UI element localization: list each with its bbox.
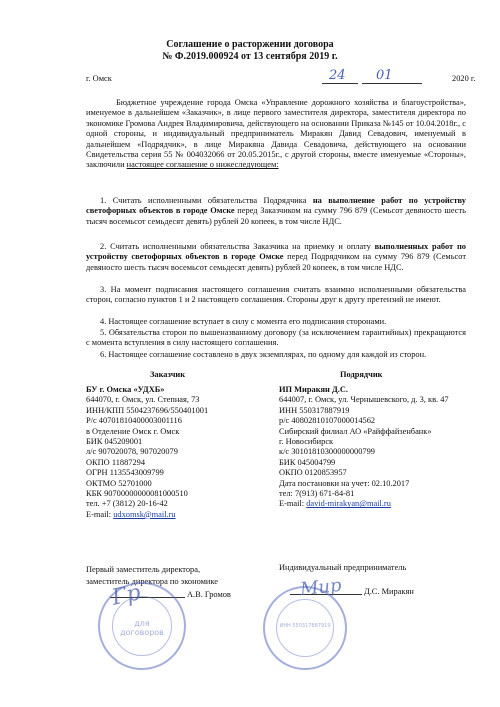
contractor-line: БИК 045004799 xyxy=(279,457,336,467)
contractor-line: к/с 30101810300000000799 xyxy=(279,447,375,457)
customer-signer-name: А.В. Громов xyxy=(187,590,231,599)
date-block xyxy=(322,68,482,87)
contractor-signature: Мир xyxy=(299,574,343,601)
item-2: 2. Считать исполненными обязательства Заказчика на приемку и оплату выполненных работ по устройству светофорных объектов в городе Омске перед Подрядчиком на сумму 796 879 (Семьсот девяносто шесть тысяч восемьсот семьдесят девять) рублей 20 копеек, в том числе НДС. xyxy=(86,242,466,272)
customer-stamp-text: для договоров xyxy=(120,619,164,637)
contractor-email-row: E-mail: david-mirakyan@mail.ru xyxy=(279,499,391,509)
contractor-name: ИП Миракян Д.С. xyxy=(279,385,348,394)
document-subtitle: № Ф.2019.000924 от 13 сентября 2019 г. xyxy=(162,51,338,62)
customer-email-row: E-mail: udxomsk@mail.ru xyxy=(86,509,176,519)
document-title: Соглашение о расторжении договора xyxy=(166,39,334,50)
customer-line: Р/с 40701810400003001116 xyxy=(86,416,182,426)
contractor-heading: Подрядчик xyxy=(340,370,383,379)
item-4: 4. Настоящее соглашение вступает в силу с момента его подписания сторонами. xyxy=(100,317,387,326)
contractor-line: р/с 40802810107000014562 xyxy=(279,416,376,426)
item-1: 1. Считать исполненными обязательства Подрядчика на выполнение работ по устройству светофорных объектов в городе Омске перед Заказчиком на сумму 796 879 (Семьсот девяносто шесть тысяч восемьсот семьдесят девять) рублей 20 копеек, в том числе НДС. xyxy=(86,196,466,226)
customer-line: БИК 045209001 xyxy=(86,437,143,447)
customer-line: КБК 90700000000081000510 xyxy=(86,489,188,499)
customer-signer-title-1: Первый заместитель директора, xyxy=(86,565,201,574)
contractor-email-link[interactable]: david-mirakyan@mail.ru xyxy=(306,499,391,509)
contractor-line: ОКПО 0120853957 xyxy=(279,468,347,478)
contractor-line: 644007, г. Омск, ул. Чернышевского, д. 3, кв. 47 xyxy=(279,395,449,405)
date-year: 2020 г. xyxy=(452,74,476,83)
contractor-line: Дата постановки на учет: 02.10.2017 xyxy=(279,478,410,488)
customer-line: 644070, г. Омск, ул. Степная, 73 xyxy=(86,395,200,405)
date-day-line xyxy=(322,83,358,84)
item-3: 3. На момент подписания настоящего соглашения считать взаимно исполненными обязательства сторон, согласно пунктов 1 и 2 настоящего соглашения. Стороны друг к другу претензий не имеют. xyxy=(86,285,466,305)
contractor-line: Сибирский филиал АО «Райффайзенбанк» xyxy=(279,426,432,436)
intro-text: Бюджетное учреждение города Омска «Управление дорожного хозяйства и благоустройства», именуемое в дальнейшем «Заказчик», в лице первого заместителя директора, заместителя директора по экономике Громова Андрея Владимировича, действующего на основании Приказа №145 от 10.04.2018г., с одной стороны, и индивидуальный предприниматель Миракян Давид Севадович, именуемый в дальнейшем «Подрядчик», в лице Миракяна Давида Севадовича, действующего на основании Свидетельства серия 55 № 004032066 от 20.05.2015г., с другой стороны, вместе именуемые «Стороны», заключили xyxy=(86,98,466,170)
customer-name: БУ г. Омска «УДХБ» xyxy=(86,385,165,394)
city: г. Омск xyxy=(86,74,112,83)
intro-tail: настоящее соглашение о нижеследующем: xyxy=(126,160,279,170)
customer-signer-title-2: заместитель директора по экономике xyxy=(86,577,218,586)
contractor-stamp-text: ИНН 550317887919 xyxy=(279,623,331,629)
contractor-line: ИНН 550317887919 xyxy=(279,405,350,415)
customer-line: тел. +7 (3812) 20-16-42 xyxy=(86,499,168,509)
customer-heading: Заказчик xyxy=(150,370,186,379)
contractor-requisites xyxy=(279,385,479,510)
customer-line: л/с 907020078, 907020079 xyxy=(86,447,178,457)
date-month: 01 xyxy=(376,68,393,83)
contractor-signer-name: Д.С. Миракян xyxy=(364,587,414,596)
customer-line: ОКТМО 52701000 xyxy=(86,478,152,488)
contractor-line: тел: 7(913) 671-84-81 xyxy=(279,489,355,499)
contractor-line: г. Новосибирск xyxy=(279,437,334,447)
customer-line: в Отделение Омск г. Омск xyxy=(86,426,180,436)
date-day: 24 xyxy=(329,68,346,83)
item-5: 5. Обязательства сторон по вышеназванному договору (за исключением гарантийных) прекращаются с момента вступления в силу настоящего соглашения. xyxy=(86,328,466,348)
date-month-line xyxy=(362,83,422,84)
contractor-signer-title: Индивидуальный предприниматель xyxy=(279,563,407,572)
customer-line: ИНН/КПП 5504237696/550401001 xyxy=(86,405,209,415)
customer-email-link[interactable]: udxomsk@mail.ru xyxy=(113,509,176,519)
customer-line: ОГРН 1135543009799 xyxy=(86,468,164,478)
item-6: 6. Настоящее соглашение составлено в двух экземплярах, по одному для каждой из сторон. xyxy=(100,350,427,359)
customer-line: ОКПО 11887294 xyxy=(86,457,146,467)
intro-paragraph xyxy=(86,98,466,171)
customer-signature: Гр xyxy=(109,580,143,611)
customer-requisites xyxy=(86,385,266,520)
